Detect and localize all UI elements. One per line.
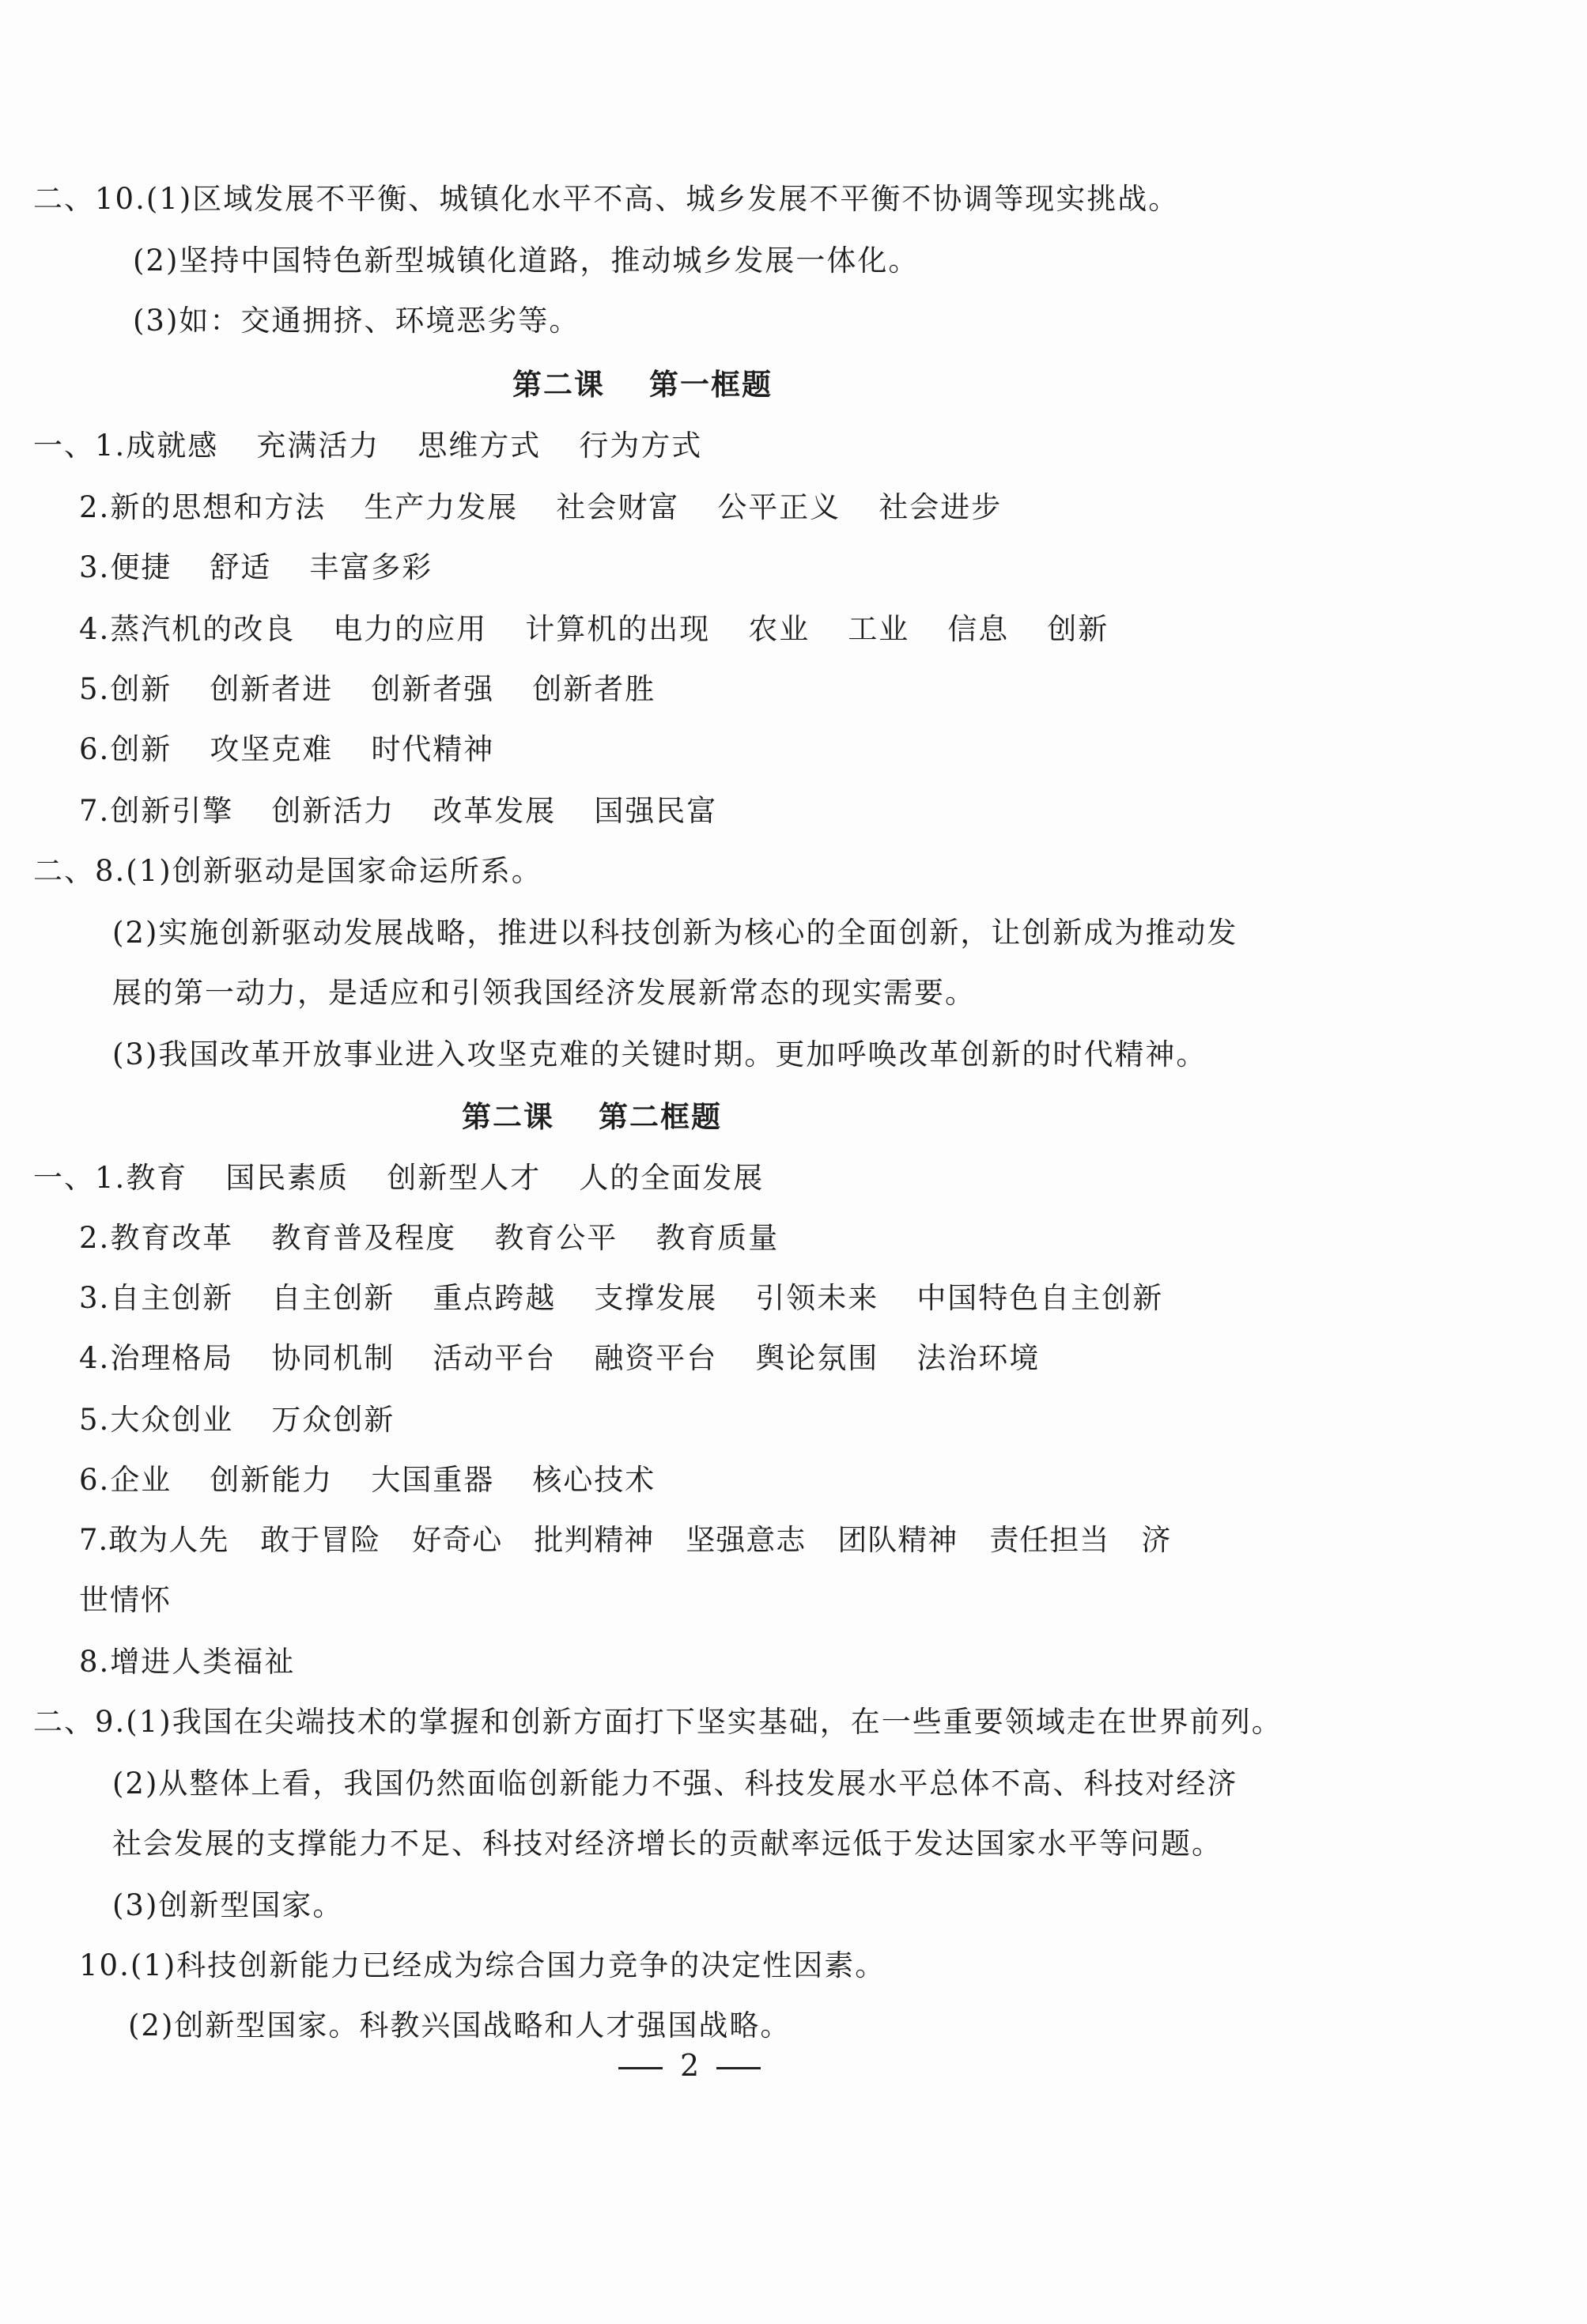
- heading-lesson: 第二课: [462, 1099, 554, 1134]
- answer-line: (2)实施创新驱动发展战略，推进以科技创新为核心的全面创新，让创新成为推动发: [112, 916, 1238, 950]
- list-item: 6.创新 攻坚克难 时代精神: [79, 732, 495, 766]
- list-item: 3.自主创新 自主创新 重点跨越 支撑发展 引领未来 中国特色自主创新: [79, 1281, 1164, 1315]
- answer-line: (2)从整体上看，我国仍然面临创新能力不强、科技发展水平总体不高、科技对经济: [112, 1767, 1238, 1801]
- heading-lesson: 第二课: [512, 367, 605, 402]
- list-item: 7.创新引擎 创新活力 改革发展 国强民富: [79, 794, 718, 828]
- answer-line: 二、9.(1)我国在尖端技术的掌握和创新方面打下坚实基础，在一些重要领域走在世界前列。: [33, 1705, 1283, 1739]
- list-item: 4.治理格局 协同机制 活动平台 融资平台 舆论氛围 法治环境: [79, 1341, 1041, 1375]
- answer-line: 展的第一动力，是适应和引领我国经济发展新常态的现实需要。: [112, 976, 976, 1010]
- list-item: 7.敢为人先 敢于冒险 好奇心 批判精神 坚强意志 团队精神 责任担当 济: [79, 1523, 1172, 1557]
- answer-line: 世情怀: [79, 1583, 172, 1617]
- answer-line: 二、8.(1)创新驱动是国家命运所系。: [33, 854, 542, 888]
- page-number: 2: [601, 2046, 778, 2084]
- heading-frame: 第一框题: [649, 367, 773, 402]
- answer-line: (3)创新型国家。: [112, 1888, 344, 1922]
- list-item: 一、1.成就感 充满活力 思维方式 行为方式: [33, 429, 703, 463]
- list-item: 5.创新 创新者进 创新者强 创新者胜: [79, 672, 656, 706]
- list-item: 2.教育改革 教育普及程度 教育公平 教育质量: [79, 1221, 780, 1255]
- list-item: 5.大众创业 万众创新: [79, 1403, 395, 1437]
- section-heading: [512, 365, 773, 403]
- heading-frame: 第二框题: [599, 1099, 722, 1134]
- answer-line: 10.(1)科技创新能力已经成为综合国力竞争的决定性因素。: [79, 1948, 886, 1982]
- answer-line: 社会发展的支撑能力不足、科技对经济增长的贡献率远低于发达国家水平等问题。: [112, 1827, 1222, 1861]
- list-item: 一、1.教育 国民素质 创新型人才 人的全面发展: [33, 1161, 765, 1195]
- answer-line: (3)如：交通拥挤、环境恶劣等。: [133, 304, 580, 338]
- list-item: 2.新的思想和方法 生产力发展 社会财富 公平正义 社会进步: [79, 490, 1003, 524]
- list-item: 6.企业 创新能力 大国重器 核心技术: [79, 1463, 656, 1497]
- answer-line: (3)我国改革开放事业进入攻坚克难的关键时期。更加呼唤改革创新的时代精神。: [112, 1037, 1207, 1071]
- list-item: 3.便捷 舒适 丰富多彩: [79, 550, 433, 584]
- list-item: 4.蒸汽机的改良 电力的应用 计算机的出现 农业 工业 信息 创新: [79, 612, 1109, 646]
- answer-line: (2)坚持中国特色新型城镇化道路，推动城乡发展一体化。: [133, 244, 920, 278]
- answer-line: (2)创新型国家。科教兴国战略和人才强国战略。: [128, 2008, 792, 2042]
- answer-line: 二、10.(1)区域发展不平衡、城镇化水平不高、城乡发展不平衡不协调等现实挑战。: [33, 182, 1180, 216]
- section-heading: [462, 1098, 722, 1136]
- answer-line: 8.增进人类福祉: [79, 1645, 296, 1679]
